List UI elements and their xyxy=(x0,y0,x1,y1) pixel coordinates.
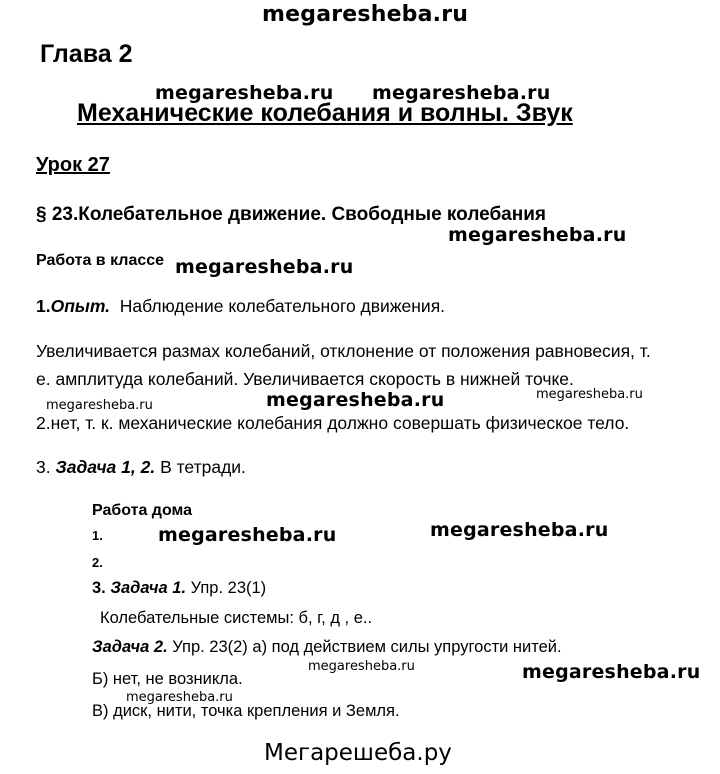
item-label: Задача 1, 2. xyxy=(55,457,156,477)
classwork-item-1 xyxy=(36,296,445,317)
homework-heading: Работа дома xyxy=(92,502,193,519)
answer-v-line: В) диск, нити, точка крепления и Земля. xyxy=(92,702,400,720)
answer-b-line: Б) нет, не возникла. xyxy=(92,670,243,688)
homework-item-3 xyxy=(92,579,266,598)
oscillating-systems-line: Колебательные системы: б, г, д , е.. xyxy=(100,609,373,627)
task-text: Упр. 23(1) xyxy=(190,579,267,597)
item-number: 3. xyxy=(36,457,51,477)
header-watermark: megaresheba.ru xyxy=(262,2,469,27)
task-label: Задача 1. xyxy=(110,579,187,597)
item-number: 3. xyxy=(92,579,106,597)
watermark: megaresheba.ru xyxy=(155,82,334,104)
watermark: megaresheba.ru xyxy=(430,519,609,541)
homework-item-1: 1. xyxy=(92,528,103,543)
watermark: megaresheba.ru xyxy=(522,661,701,683)
watermark-small: megaresheba.ru xyxy=(46,398,153,413)
task-text: Упр. 23(2) а) под действием силы упругости нитей. xyxy=(172,638,562,656)
item-label: Опыт. xyxy=(50,296,111,316)
classwork-item-3 xyxy=(36,457,246,478)
answer-paragraph-line: е. амплитуда колебаний. Увеличивается скорость в нижней точке. xyxy=(36,369,574,389)
watermark-small: megaresheba.ru xyxy=(536,387,643,402)
chapter-heading: Глава 2 xyxy=(40,40,133,68)
watermark-small: megaresheba.ru xyxy=(126,690,233,705)
lesson-heading: Урок 27 xyxy=(36,154,110,176)
watermark: megaresheba.ru xyxy=(158,524,337,546)
task-label: Задача 2. xyxy=(92,638,168,656)
section-heading: § 23.Колебательное движение. Свободные колебания xyxy=(36,204,546,225)
item-text: Наблюдение колебательного движения. xyxy=(119,296,446,316)
item-text: В тетради. xyxy=(160,457,246,477)
homework-task-2 xyxy=(92,638,562,657)
footer-watermark: Мегарешеба.ру xyxy=(264,740,452,766)
watermark-small: megaresheba.ru xyxy=(308,659,415,674)
homework-item-2: 2. xyxy=(92,555,103,570)
watermark: megaresheba.ru xyxy=(372,82,551,104)
watermark: megaresheba.ru xyxy=(175,256,354,278)
watermark: megaresheba.ru xyxy=(448,224,627,246)
answer-paragraph-line: Увеличивается размах колебаний, отклонение от положения равновесия, т. xyxy=(36,341,651,361)
classwork-heading: Работа в классе xyxy=(36,252,165,269)
item-number: 1. xyxy=(36,296,51,316)
classwork-item-2: 2.нет, т. к. механические колебания должно совершать физическое тело. xyxy=(36,413,630,433)
watermark: megaresheba.ru xyxy=(266,389,445,411)
page-title: Механические колебания и волны. Звук xyxy=(77,99,573,127)
